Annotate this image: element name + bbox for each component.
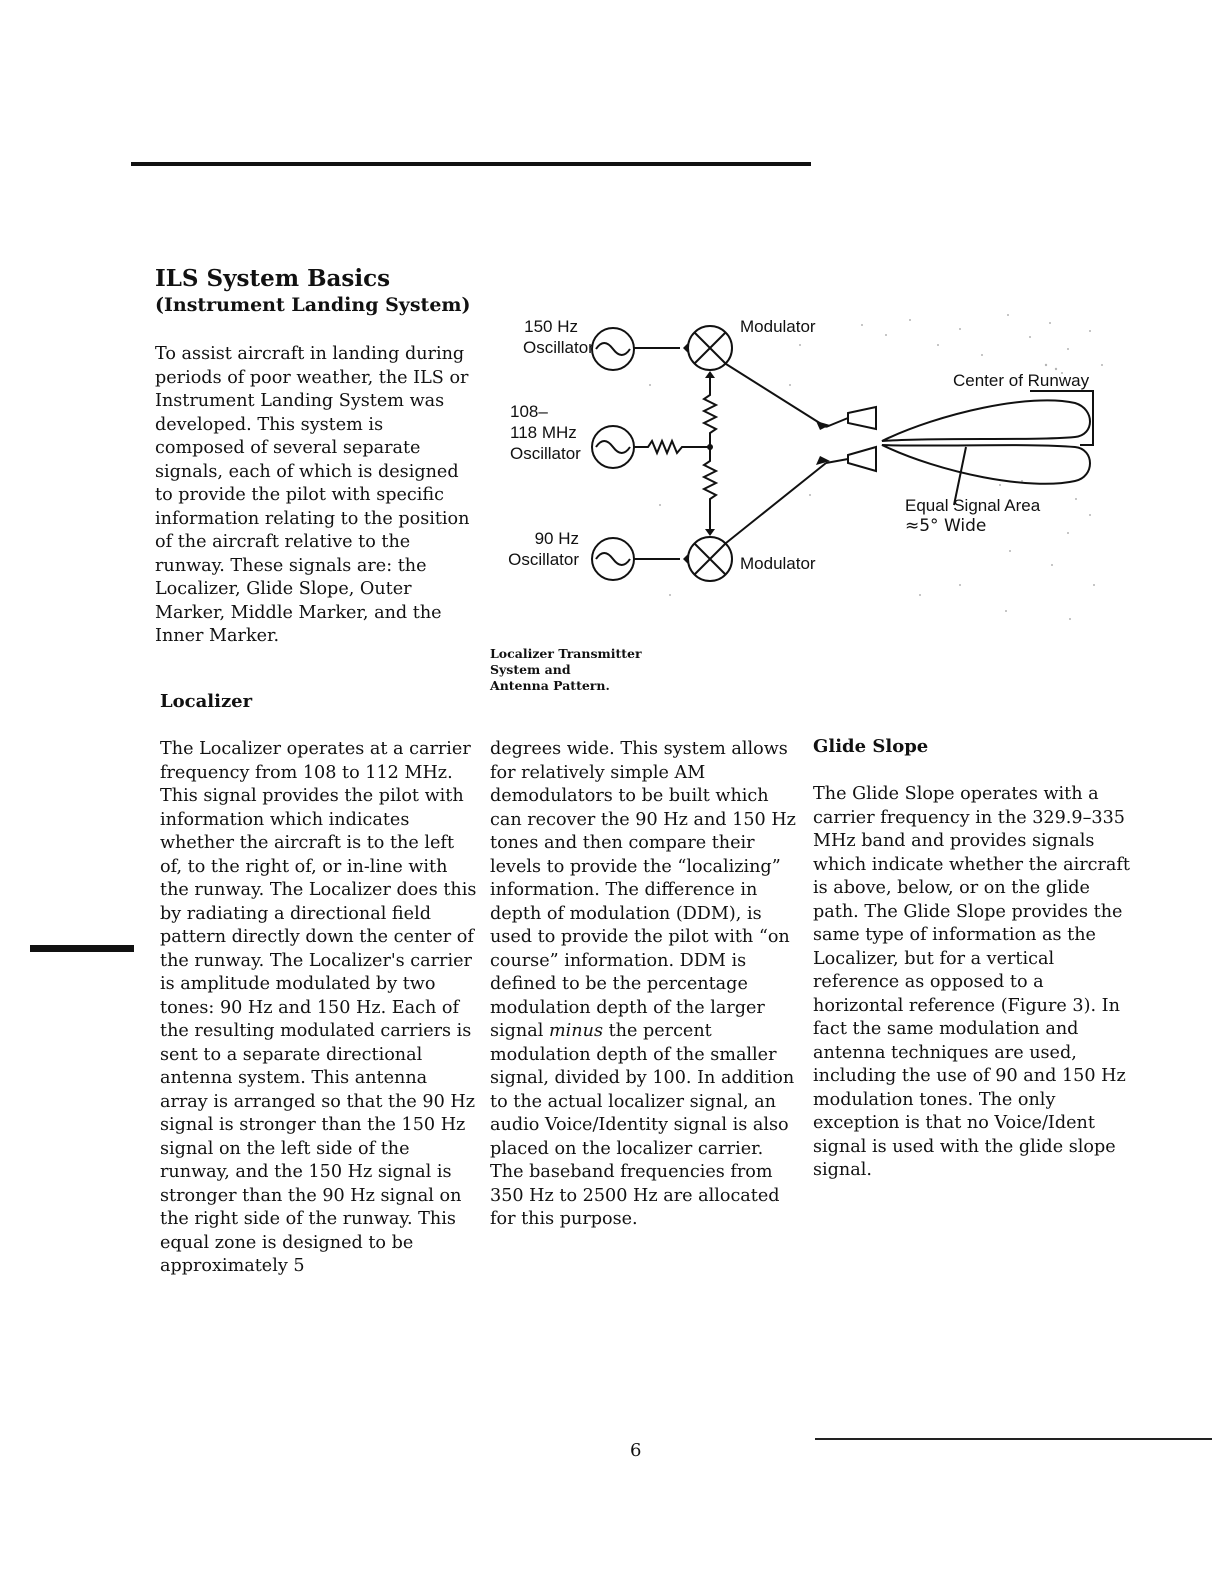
carrier-resistor [634,441,710,453]
top-rule [131,162,811,166]
equal-signal-label [905,495,1040,537]
osc-90-label-line2: Oscillator [508,550,579,569]
antenna-top [848,407,876,429]
lobe-upper [882,400,1090,441]
caption-line2: System and [490,662,571,677]
osc-90-label-line1: 90 Hz [534,529,579,548]
vertical-resistor-top [704,378,716,447]
page-title: ILS System Basics [155,265,391,292]
osc-carrier-label-line3: Oscillator [510,444,581,463]
localizer-col2-part1: degrees wide. This system allows for relatively simple AM demodulators to be built which can recover the 90 Hz and 150 Hz tones and then compare their levels to provide the “localizing” information. The difference in depth of modulation (DDM), is used to provide the pilot with “on course” information. DDM is defined to be the percentage modulation depth of the larger signal [490,739,796,1041]
equal-signal-line1: Equal Signal Area [905,496,1041,515]
caption-line1: Localizer Transmitter [490,646,642,661]
osc-150-label [523,316,594,358]
osc-150-sine [596,343,630,355]
osc-150-label-line1: 150 Hz [524,317,578,336]
modulator-top-label: Modulator [740,317,816,336]
glide-slope-text: The Glide Slope operates with a carrier frequency in the 329.9–335 MHz band and provides signals which indicate whether the aircraft is above, below, or on the glide path. The Glide Slope provides the same type of information as the Localizer, but for a vertical reference as opposed to a horizontal reference (Figure 3). In fact the same modulation and antenna techniques are used, including the use of 90 and 150 Hz modulation tones. The only exception is that no Voice/Ident signal is used with the glide slope signal. [813,784,1130,1180]
localizer-col2-part2: the percent modulation depth of the smaller signal, divided by 100. In addition to the actual localizer signal, an audio Voice/Identity signal is also placed on the localizer carrier. The baseband frequencies from 350 Hz to 2500 Hz are allocated for this purpose. [490,1021,795,1229]
localizer-col2-emphasis: minus [548,1021,603,1041]
page-number: 6 [630,1440,642,1461]
osc-carrier-sine [596,441,630,453]
margin-bar [30,945,134,952]
bottom-rule [815,1438,1212,1440]
figure-caption [490,646,642,694]
osc-carrier-label [510,401,590,464]
localizer-heading: Localizer [160,691,253,712]
glide-slope-heading: Glide Slope [813,736,929,757]
osc-150-label-line2: Oscillator [523,338,594,357]
page-subtitle: (Instrument Landing System) [155,294,471,316]
osc-carrier-label-line1: 108– [510,402,548,421]
localizer-text-col1: The Localizer operates at a carrier frequency from 108 to 112 MHz. This signal provides the pilot with information which indicates whether the aircraft is to the left of, to the right of, or in-line with the runway. The Localizer does this by radiating a directional field pattern directly down the center of the runway. The Localizer's carrier is amplitude modulated by two tones: 90 Hz and 150 Hz. Each of the resulting modulated carriers is sent to a separate directional antenna system. This antenna array is arranged so that the 90 Hz signal is stronger than the 150 Hz signal on the left side of the runway, and the 150 Hz signal is stronger than the 90 Hz signal on the right side of the runway. This equal zone is designed to be approximately 5 [160,739,477,1276]
modulator-bottom-label: Modulator [740,554,816,573]
localizer-figure [490,285,1112,640]
localizer-text-col2 [490,738,800,1232]
center-runway-label: Center of Runway [953,371,1090,390]
lobe-lower [882,445,1090,484]
intro-paragraph: To assist aircraft in landing during periods of poor weather, the ILS or Instrument Landing System was developed. This system is composed of several separate signals, each of which is designed to provide the pilot with specific information relating to the position of the aircraft relative to the runway. These signals are: the Localizer, Glide Slope, Outer Marker, Middle Marker, and the Inner Marker. [155,344,470,646]
equal-signal-line2: ≈5° Wide [905,516,987,536]
osc-90-label [503,528,579,570]
osc-90-sine [596,553,630,565]
antenna-bottom [848,447,876,471]
caption-line3: Antenna Pattern. [490,678,610,693]
vertical-resistor-bottom [704,447,716,529]
osc-carrier-label-line2: 118 MHz [510,423,577,442]
